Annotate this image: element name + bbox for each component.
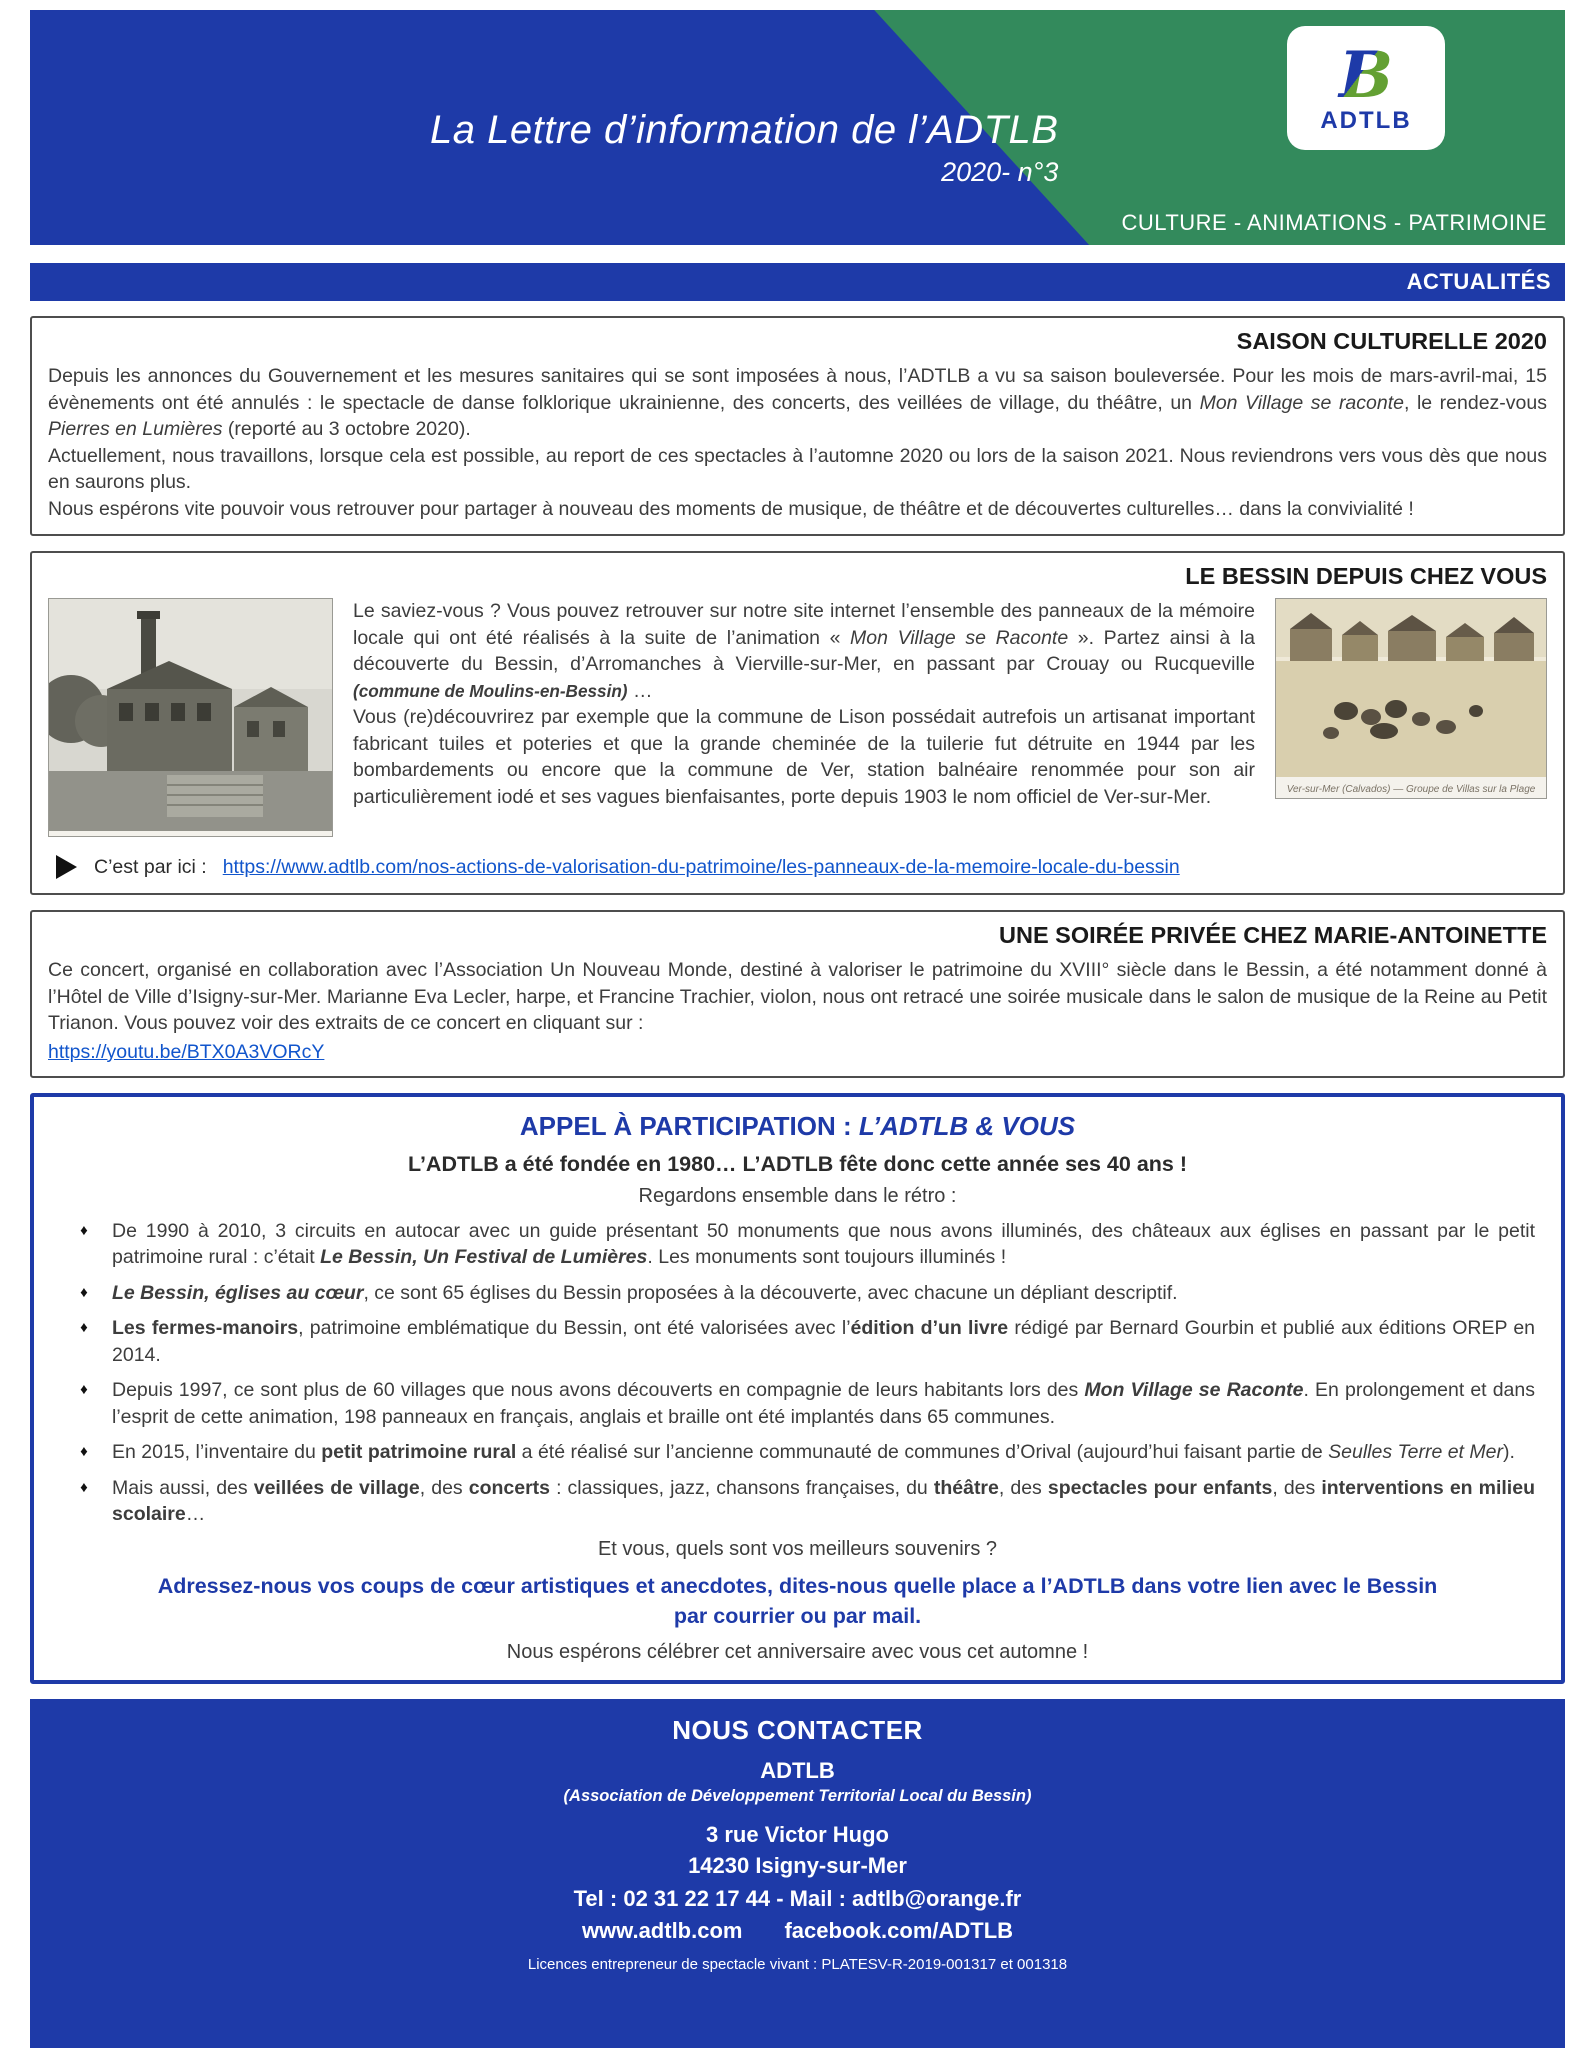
appel-question: Et vous, quels sont vos meilleurs souvenirs ?: [597, 1537, 998, 1560]
appel-title: APPEL À PARTICIPATION : L’ADTLB & VOUS: [519, 1110, 1076, 1141]
newsletter-issue: 2020- n°3: [941, 157, 1059, 187]
svg-text:B: B: [1338, 41, 1394, 111]
adtlb-logo: [1287, 26, 1445, 150]
appel-closing: Nous espérons célébrer cet anniversaire avec vous cet automne !: [506, 1640, 1089, 1663]
footer-address-line1: 3 rue Victor Hugo: [706, 1821, 889, 1847]
bullet-text: Depuis 1997, ce sont plus de 60 villages que nous avons découverts en compagnie de leurs habitants lors des Mon Village se Raconte. En prolongement et dans l’esprit de cette animation, 198 panneaux en français, anglais et braille ont été implantés dans 65 communes.: [112, 1379, 1535, 1428]
appel-cta-line2: par courrier ou par mail.: [673, 1603, 922, 1628]
bessin-link-row: [48, 853, 1547, 881]
footer-org-full-name: (Association de Développement Territorial Local du Bessin): [563, 1786, 1032, 1805]
saison-paragraph-1: Depuis les annonces du Gouvernement et les mesures sanitaires qui se sont imposées à nous, l’ADTLB a vu sa saison bouleversée. Pour les mois de mars-avril-mai, 15 évènements ont été annulés : le spectacle de danse folklorique ukrainienne, des concerts, des veillées de village, du théâtre, un Mon Village se raconte, le rendez-vous Pierres en Lumières (reporté au 3 octobre 2020).: [48, 365, 1547, 441]
bullet-text: En 2015, l’inventaire du petit patrimoine rural a été réalisé sur l’ancienne communauté de communes d’Orival (aujourd’hui faisant partie de Seulles Terre et Mer).: [112, 1441, 1515, 1464]
bullet-text: Les fermes-manoirs, patrimoine emblématique du Bessin, ont été valorisées avec l’édition d’un livre rédigé par Bernard Gourbin et publié aux éditions OREP en 2014.: [112, 1317, 1536, 1366]
logo-b-icon: [1329, 41, 1403, 111]
bessin-link-label: C’est par ici :: [94, 855, 207, 878]
bullet-item: [74, 1377, 1535, 1430]
footer-licences: Licences entrepreneur de spectacle vivant : PLATESV-R-2019-001317 et 001318: [527, 1955, 1068, 1973]
bullet-text: Mais aussi, des veillées de village, des concerts : classiques, jazz, chansons françaises, du théâtre, des spectacles pour enfants, des interventions en milieu scolaire…: [112, 1476, 1535, 1526]
bessin-panneaux-link[interactable]: https://www.adtlb.com/nos-actions-de-valorisation-du-patrimoine/les-panneaux-de-la-memoire-locale-du-bessin: [222, 855, 1180, 878]
footer-org-name: ADTLB: [760, 1757, 835, 1783]
footer-address: [30, 1820, 1565, 1882]
section-soiree: [30, 910, 1565, 1078]
section-saison-culturelle: [30, 316, 1565, 536]
bessin-paragraph-2: Vous (re)découvrirez par exemple que la commune de Lison possédait autrefois un artisanat important fabricant tuiles et poteries et que la grande cheminée de la tuilerie fut détruite en 1944 par les bombardements ou encore que la commune de Ver, station balnéaire renommée pour son air particulièrement iodé et ses vagues bienfaisantes, porte depuis 1903 le nom officiel de Ver-sur-Mer.: [353, 706, 1255, 808]
diamond-bullet-icon: ♦: [80, 1443, 88, 1461]
postcard-caption: Ver-sur-Mer (Calvados) — Groupe de Villas sur la Plage: [1286, 784, 1536, 796]
appel-bullet-list: [56, 1218, 1539, 1528]
newsletter-title: La Lettre d’information de l’ADTLB: [430, 108, 1059, 152]
section-appel-participation: [30, 1093, 1565, 1684]
appel-subtitle: L’ADTLB a été fondée en 1980… L’ADTLB fête donc cette année ses 40 ans !: [408, 1151, 1187, 1176]
diamond-bullet-icon: ♦: [80, 1283, 88, 1301]
diamond-bullet-icon: ♦: [80, 1478, 88, 1496]
footer-facebook: facebook.com/ADTLB: [784, 1917, 1014, 1943]
appel-cta-line1: Adressez-nous vos coups de cœur artistiques et anecdotes, dites-nous quelle place a l’ADTLB dans votre lien avec le Bessin: [157, 1573, 1438, 1598]
footer-website: www.adtlb.com: [581, 1917, 743, 1943]
saison-paragraph-2: Actuellement, nous travaillons, lorsque cela est possible, au report de ces spectacles à l’automne 2020 ou lors de la saison 2021. Nous reviendrons vers vous dès que nous en saurons plus.: [48, 444, 1547, 494]
bessin-text-column: [353, 598, 1255, 810]
footer-web-row: [30, 1918, 1565, 1944]
logo-text: ADTLB: [1320, 107, 1412, 134]
appel-cta: [56, 1571, 1539, 1631]
bessin-content-row: [48, 598, 1547, 837]
footer-address-line2: 14230 Isigny-sur-Mer: [688, 1852, 907, 1878]
masthead: [30, 10, 1565, 245]
masthead-text: [430, 108, 1058, 188]
bullet-text: De 1990 à 2010, 3 circuits en autocar avec un guide présentant 50 monuments que nous avons illuminés, des châteaux aux églises en passant par le petit patrimoine rural : c’était Le Bessin, Un Festival de Lumières. Les monuments sont toujours illuminés !: [112, 1219, 1535, 1269]
actualites-label: ACTUALITÉS: [1406, 269, 1551, 294]
saison-paragraph-3: Nous espérons vite pouvoir vous retrouver pour partager à nouveau des moments de musique, de théâtre et de découvertes culturelles… dans la convivialité !: [48, 497, 1414, 520]
factory-photo: [48, 598, 333, 837]
footer-tel-mail: Tel : 02 31 22 17 44 - Mail : adtlb@orange.fr: [573, 1885, 1022, 1911]
section-title-soiree: UNE SOIRÉE PRIVÉE CHEZ MARIE-ANTOINETTE: [999, 922, 1547, 949]
diamond-bullet-icon: ♦: [80, 1319, 88, 1337]
section-title-bessin: LE BESSIN DEPUIS CHEZ VOUS: [1185, 563, 1547, 590]
diamond-bullet-icon: ♦: [80, 1221, 88, 1239]
beach-postcard-photo: [1275, 598, 1547, 799]
tagline: CULTURE - ANIMATIONS - PATRIMOINE: [1121, 210, 1547, 235]
footer-contact: [30, 1699, 1565, 2048]
diamond-bullet-icon: ♦: [80, 1381, 88, 1399]
bullet-item: [74, 1439, 1535, 1466]
soiree-paragraph: Ce concert, organisé en collaboration avec l’Association Un Nouveau Monde, destiné à valoriser le patrimoine du XVIII° siècle dans le Bessin, a été notamment donné à l’Hôtel de Ville d’Isigny-sur-Mer. Marianne Eva Lecler, harpe, et Francine Trachier, violon, nous ont retracé une soirée musicale dans le salon de musique de la Reine au Petit Trianon. Vous pouvez voir des extraits de ce concert en cliquant sur :: [48, 959, 1547, 1035]
arrow-right-icon: [54, 853, 78, 881]
section-bessin: [30, 551, 1565, 895]
soiree-youtube-link[interactable]: https://youtu.be/BTX0A3VORcY: [48, 1040, 325, 1063]
appel-intro: Regardons ensemble dans le rétro :: [638, 1184, 957, 1207]
bullet-item: [74, 1218, 1535, 1271]
footer-title: NOUS CONTACTER: [672, 1714, 923, 1745]
bullet-item: [74, 1475, 1535, 1528]
actualites-bar: [30, 263, 1565, 301]
bullet-text: Le Bessin, églises au cœur, ce sont 65 églises du Bessin proposées à la découverte, avec chacune un dépliant descriptif.: [112, 1281, 1178, 1304]
bullet-item: [74, 1280, 1535, 1307]
section-title-saison: SAISON CULTURELLE 2020: [1236, 328, 1547, 354]
bessin-paragraph-1: Le saviez-vous ? Vous pouvez retrouver sur notre site internet l’ensemble des panneaux de la mémoire locale qui ont été réalisés à la suite de l’animation « Mon Village se Raconte ». Partez ainsi à la découverte du Bessin, d’Arromanches à Vierville-sur-Mer, en passant par Crouay ou Rucqueville (commune de Moulins-en-Bessin) …: [353, 600, 1255, 702]
bullet-item: [74, 1315, 1535, 1368]
